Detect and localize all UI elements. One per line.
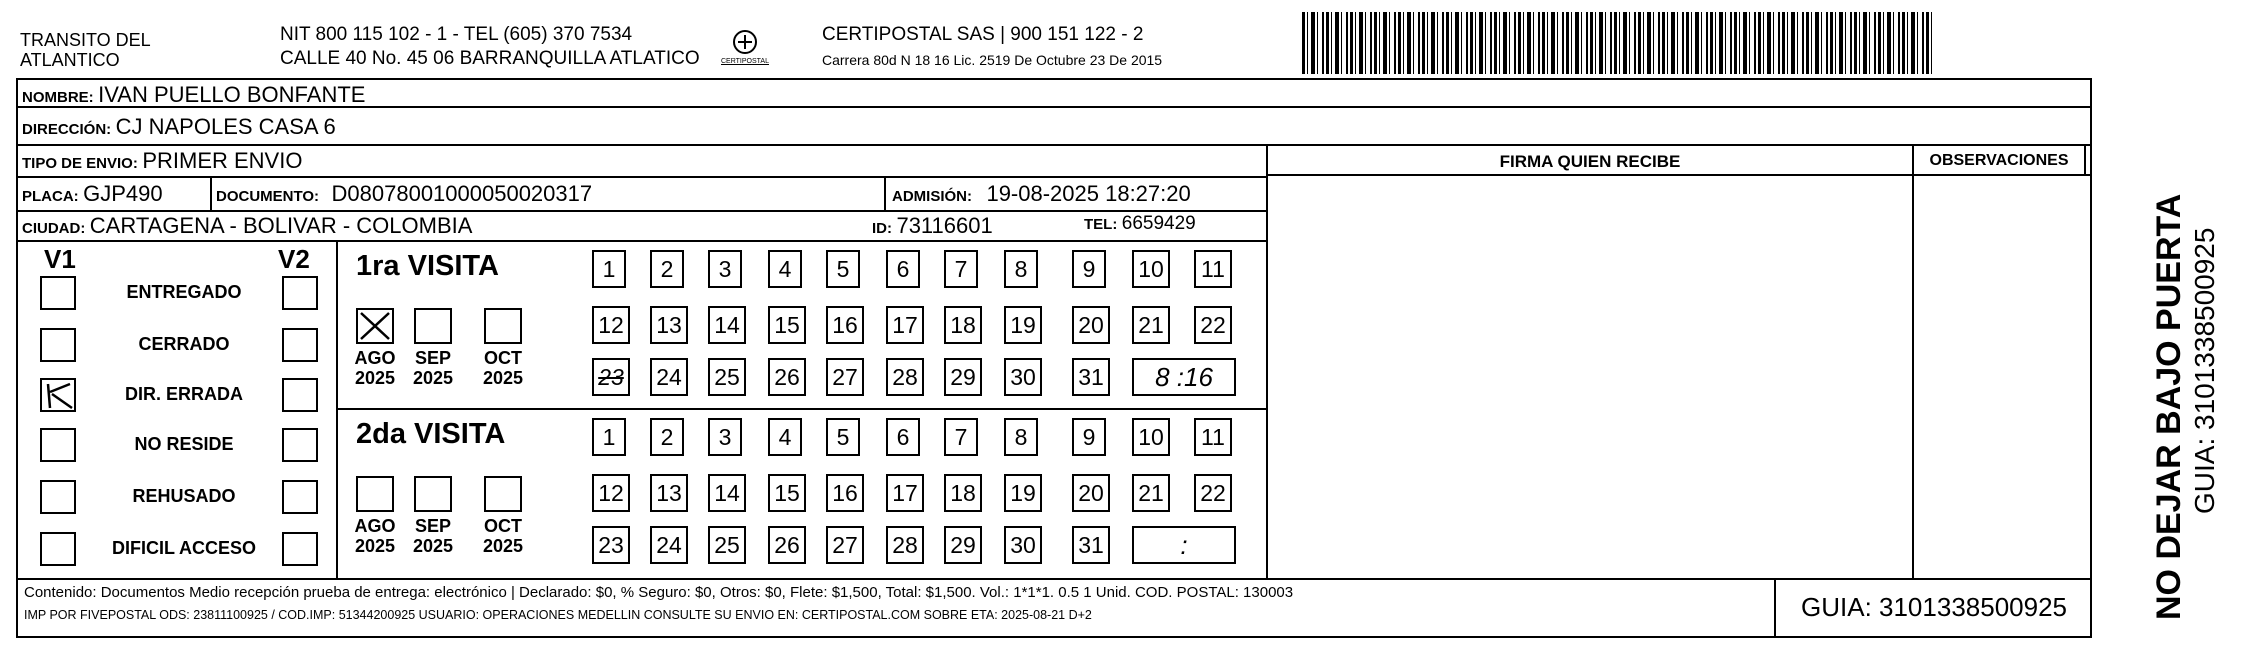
footer-guia: GUIA: 3101338500925 <box>1801 592 2067 622</box>
direccion-value: CJ NAPOLES CASA 6 <box>115 114 336 139</box>
month-name: SEP <box>414 516 452 536</box>
tel-label: TEL: <box>1084 216 1118 233</box>
logo-text: CERTIPOSTAL <box>721 58 769 65</box>
day-box[interactable]: 14 <box>708 306 746 344</box>
tipo-envio-row <box>22 148 302 174</box>
org-name-line2: ATLANTICO <box>20 50 120 70</box>
observaciones-header: OBSERVACIONES <box>1929 152 2069 169</box>
direccion-row <box>22 114 336 140</box>
tipo-envio-label: TIPO DE ENVIO: <box>22 155 138 172</box>
day-box[interactable]: 25 <box>708 526 746 564</box>
day-box[interactable]: 19 <box>1004 474 1042 512</box>
day-box[interactable]: 18 <box>944 474 982 512</box>
month-checkbox[interactable] <box>484 476 522 512</box>
id-value: 73116601 <box>896 213 993 238</box>
day-box[interactable]: 27 <box>826 358 864 396</box>
day-box[interactable]: 6 <box>886 250 920 288</box>
day-box[interactable]: 24 <box>650 358 688 396</box>
direccion-label: DIRECCIÓN: <box>22 121 112 138</box>
day-box[interactable]: 10 <box>1132 418 1170 456</box>
day-box[interactable]: 29 <box>944 526 982 564</box>
month-label <box>405 348 461 388</box>
month-name: AGO <box>354 516 396 536</box>
month-year: 2025 <box>354 368 396 388</box>
side-guia: GUIA: 3101338500925 <box>2189 227 2220 514</box>
check-mark-icon <box>42 380 74 410</box>
firma-header: FIRMA QUIEN RECIBE <box>1499 152 1681 171</box>
status-label: NO RESIDE <box>134 434 234 454</box>
day-box[interactable]: 18 <box>944 306 982 344</box>
v2-checkbox[interactable] <box>282 428 318 462</box>
day-box[interactable]: 22 <box>1194 306 1232 344</box>
day-box[interactable]: 9 <box>1072 418 1106 456</box>
ciudad-label: CIUDAD: <box>22 220 86 237</box>
month-year: 2025 <box>482 368 524 388</box>
day-box[interactable]: 16 <box>826 474 864 512</box>
placa-value: GJP490 <box>83 181 163 206</box>
v1-checkbox[interactable] <box>40 378 76 412</box>
month-checkbox[interactable] <box>414 308 452 344</box>
ciudad-value: CARTAGENA - BOLIVAR - COLOMBIA <box>89 213 473 238</box>
day-box[interactable]: 3 <box>708 418 742 456</box>
time-field[interactable]: : <box>1132 526 1236 564</box>
documento-label: DOCUMENTO: <box>216 188 320 205</box>
nombre-label: NOMBRE: <box>22 89 94 106</box>
side-warning: NO DEJAR BAJO PUERTA <box>2150 193 2188 620</box>
v1-label: V1 <box>44 244 76 274</box>
day-box[interactable]: 17 <box>886 474 924 512</box>
month-checkbox[interactable] <box>356 308 394 344</box>
day-box[interactable]: 1 <box>592 250 626 288</box>
visit-title: 1ra VISITA <box>356 250 499 282</box>
day-box[interactable]: 9 <box>1072 250 1106 288</box>
ciudad-row <box>22 213 472 239</box>
footer-content-line: Contenido: Documentos Medio recepción prueba de entrega: electrónico | Declarado: $0, % Seguro: $0, Otros: $0, Flete: $1,500, Total: $1,500. Vol.: 1*1*1. 0.5 1 Unid. COD. POSTAL: 130003 <box>24 584 1294 601</box>
check-mark-icon <box>358 310 392 342</box>
day-box[interactable]: 12 <box>592 474 630 512</box>
day-box[interactable]: 4 <box>768 418 802 456</box>
admision-label: ADMISIÓN: <box>892 188 972 205</box>
day-box[interactable]: 23 <box>592 358 630 396</box>
day-box[interactable]: 7 <box>944 250 978 288</box>
day-box[interactable]: 21 <box>1132 306 1170 344</box>
license-line: Carrera 80d N 18 16 Lic. 2519 De Octubre 23 De 2015 <box>822 52 1163 68</box>
certipostal-logo <box>722 26 768 72</box>
nit-line: NIT 800 115 102 - 1 - TEL (605) 370 7534 <box>280 24 633 45</box>
nombre-value: IVAN PUELLO BONFANTE <box>98 82 366 107</box>
month-label <box>475 516 531 556</box>
day-box[interactable]: 2 <box>650 418 684 456</box>
day-box[interactable]: 25 <box>708 358 746 396</box>
documento-row <box>216 181 592 207</box>
day-box[interactable]: 7 <box>944 418 978 456</box>
month-label <box>347 516 403 556</box>
day-box[interactable]: 23 <box>592 526 630 564</box>
month-checkbox[interactable] <box>414 476 452 512</box>
placa-row <box>22 181 163 207</box>
carrier-line: CERTIPOSTAL SAS | 900 151 122 - 2 <box>822 24 1144 45</box>
month-year: 2025 <box>412 536 454 556</box>
month-checkbox[interactable] <box>356 476 394 512</box>
status-label: DIFICIL ACCESO <box>111 538 256 558</box>
v2-checkbox[interactable] <box>282 378 318 412</box>
address-line: CALLE 40 No. 45 06 BARRANQUILLA ATLATICO <box>280 48 700 69</box>
month-name: SEP <box>414 348 452 368</box>
day-box[interactable]: 5 <box>826 250 860 288</box>
v2-checkbox[interactable] <box>282 328 318 362</box>
day-box[interactable]: 5 <box>826 418 860 456</box>
day-box[interactable]: 22 <box>1194 474 1232 512</box>
status-label: DIR. ERRADA <box>124 384 243 404</box>
footer-print-line: IMP POR FIVEPOSTAL ODS: 23811100925 / COD.IMP: 51344200925 USUARIO: OPERACIONES MEDELLIN CONSULTE SU ENVIO EN: CERTIPOSTAL.COM SOBRE ETA: 2025-08-21 D+2 <box>24 608 1092 622</box>
v1-checkbox[interactable] <box>40 532 76 566</box>
day-box[interactable]: 31 <box>1072 526 1110 564</box>
v1-checkbox[interactable] <box>40 428 76 462</box>
day-box[interactable]: 24 <box>650 526 688 564</box>
day-box[interactable]: 4 <box>768 250 802 288</box>
nombre-row <box>22 82 365 108</box>
status-label: ENTREGADO <box>126 282 242 302</box>
month-year: 2025 <box>412 368 454 388</box>
month-year: 2025 <box>482 536 524 556</box>
v2-checkbox[interactable] <box>282 532 318 566</box>
admision-value: 19-08-2025 18:27:20 <box>986 181 1191 206</box>
day-box[interactable]: 8 <box>1004 250 1038 288</box>
day-box[interactable]: 10 <box>1132 250 1170 288</box>
month-name: OCT <box>484 348 522 368</box>
documento-value: D08078001000050020317 <box>331 181 593 206</box>
status-label: REHUSADO <box>132 486 236 506</box>
id-row <box>872 213 993 239</box>
month-label <box>475 348 531 388</box>
status-label: CERRADO <box>138 334 230 354</box>
month-checkbox[interactable] <box>484 308 522 344</box>
day-box[interactable]: 13 <box>650 474 688 512</box>
day-box[interactable]: 13 <box>650 306 688 344</box>
placa-label: PLACA: <box>22 188 79 205</box>
side-panel <box>2150 100 2221 620</box>
day-box[interactable]: 29 <box>944 358 982 396</box>
v2-checkbox[interactable] <box>282 480 318 514</box>
day-box[interactable]: 15 <box>768 474 806 512</box>
day-box[interactable]: 1 <box>592 418 626 456</box>
day-box[interactable]: 2 <box>650 250 684 288</box>
month-name: AGO <box>354 348 396 368</box>
time-field[interactable]: 8 :16 <box>1132 358 1236 396</box>
tel-value: 6659429 <box>1121 213 1196 234</box>
day-box[interactable]: 11 <box>1194 418 1232 456</box>
admision-row <box>892 181 1191 207</box>
id-label: ID: <box>872 220 892 237</box>
day-box[interactable]: 8 <box>1004 418 1038 456</box>
day-box[interactable]: 16 <box>826 306 864 344</box>
day-box[interactable]: 30 <box>1004 526 1042 564</box>
org-name-line1: TRANSITO DEL <box>20 30 151 50</box>
v2-checkbox[interactable] <box>282 276 318 310</box>
v1-checkbox[interactable] <box>40 328 76 362</box>
day-box[interactable]: 15 <box>768 306 806 344</box>
tipo-envio-value: PRIMER ENVIO <box>142 148 303 173</box>
tel-row <box>1084 213 1196 235</box>
v1-checkbox[interactable] <box>40 276 76 310</box>
day-box[interactable]: 14 <box>708 474 746 512</box>
day-box[interactable]: 12 <box>592 306 630 344</box>
month-name: OCT <box>484 516 522 536</box>
day-box[interactable]: 20 <box>1072 306 1110 344</box>
day-box[interactable]: 30 <box>1004 358 1042 396</box>
day-box[interactable]: 26 <box>768 358 806 396</box>
v1-checkbox[interactable] <box>40 480 76 514</box>
day-box[interactable]: 6 <box>886 418 920 456</box>
day-box[interactable]: 28 <box>886 526 924 564</box>
month-label <box>347 348 403 388</box>
month-label <box>405 516 461 556</box>
day-box[interactable]: 31 <box>1072 358 1110 396</box>
day-box[interactable]: 19 <box>1004 306 1042 344</box>
day-box[interactable]: 27 <box>826 526 864 564</box>
day-box[interactable]: 17 <box>886 306 924 344</box>
day-box[interactable]: 11 <box>1194 250 1232 288</box>
day-box[interactable]: 26 <box>768 526 806 564</box>
visit-title: 2da VISITA <box>356 418 506 450</box>
v2-label: V2 <box>278 244 310 274</box>
day-box[interactable]: 28 <box>886 358 924 396</box>
month-year: 2025 <box>354 536 396 556</box>
day-box[interactable]: 3 <box>708 250 742 288</box>
barcode <box>1302 12 1932 74</box>
day-box[interactable]: 21 <box>1132 474 1170 512</box>
day-box[interactable]: 20 <box>1072 474 1110 512</box>
